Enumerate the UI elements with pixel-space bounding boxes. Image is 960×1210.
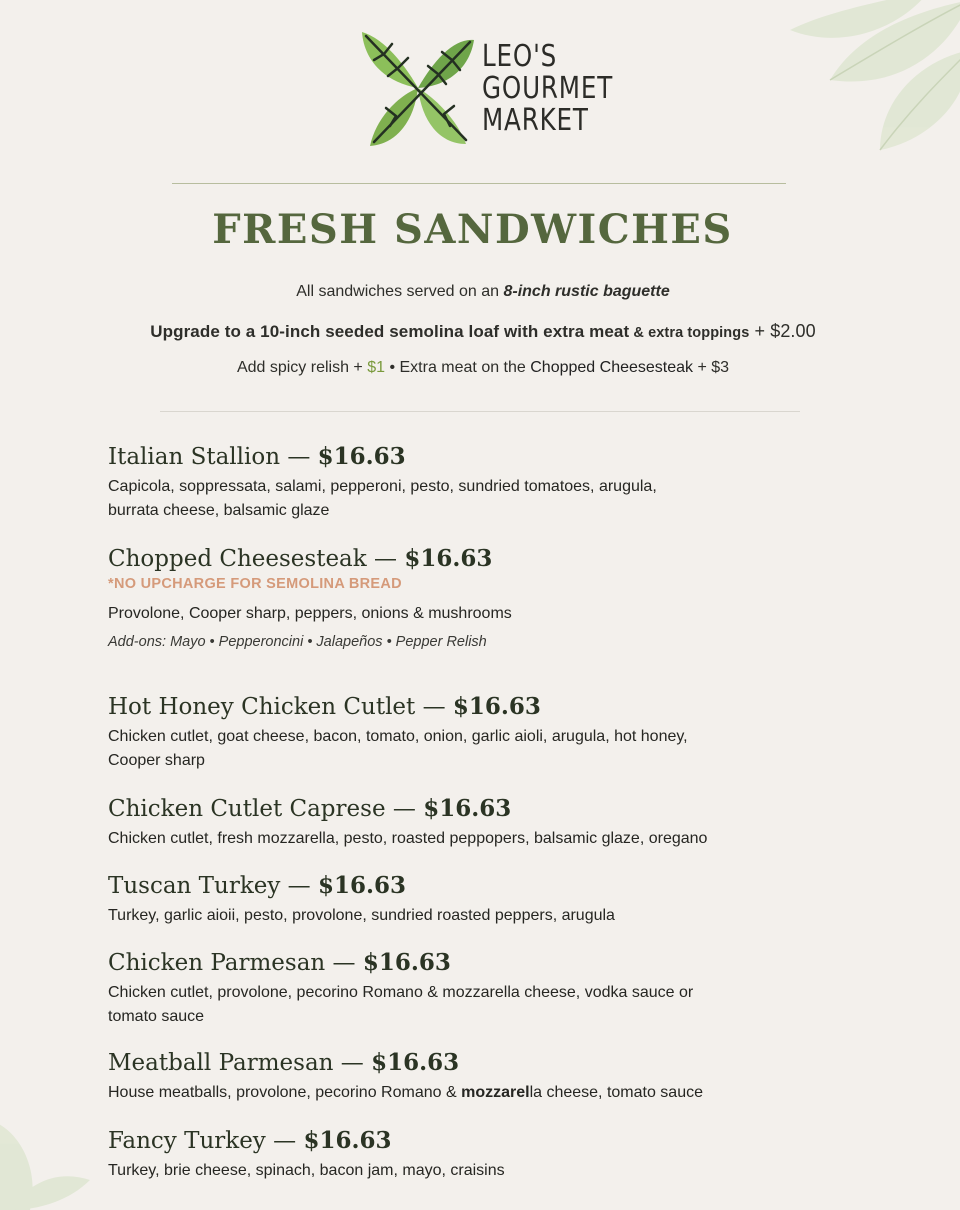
item-description: Turkey, brie cheese, spinach, bacon jam, mayo, craisins xyxy=(108,1162,505,1179)
intro-upgrade-info xyxy=(0,321,960,342)
item-name: Chopped Cheesesteak xyxy=(108,546,367,572)
extra-meat-text: • Extra meat on the xyxy=(385,359,531,376)
intro-emphasis: 8-inch rustic baguette xyxy=(503,283,670,300)
menu-item xyxy=(108,1048,868,1105)
item-name: Meatball Parmesan xyxy=(108,1050,334,1076)
intro-bread-info xyxy=(0,283,960,301)
intro-addons-info xyxy=(0,359,960,377)
item-name: Hot Honey Chicken Cutlet xyxy=(108,694,416,720)
item-price: $16.63 xyxy=(362,949,451,976)
item-name: Chicken Parmesan xyxy=(108,950,326,976)
item-description: Chicken cutlet, fresh mozzarella, pesto, roasted peppopers, balsamic glaze, oregano xyxy=(108,830,708,847)
item-description: Turkey, garlic aioii, pesto, provolone, sundried roasted peppers, arugula xyxy=(108,907,615,924)
item-desc-line: Cooper sharp xyxy=(108,752,205,769)
item-name: Tuscan Turkey xyxy=(108,873,281,899)
relish-text: Add spicy relish + xyxy=(236,359,368,376)
item-price: $16.63 xyxy=(404,545,493,572)
item-desc-line: burrata cheese, balsamic glaze xyxy=(108,502,330,519)
menu-item xyxy=(108,794,868,851)
item-note: *NO UPCHARGE FOR SEMOLINA BREAD xyxy=(108,576,402,592)
brand-line-2: GOURMET xyxy=(482,71,614,106)
item-price: $16.63 xyxy=(303,1127,392,1154)
leaf-logo-icon xyxy=(362,30,474,148)
item-desc-line: Capicola, soppressata, salami, pepperoni, pesto, sundried tomatoes, arugula, xyxy=(108,478,657,495)
decorative-leaves-icon xyxy=(730,0,960,190)
item-title: Hot Honey Chicken Cutlet — $16.63 xyxy=(108,693,541,720)
page-title: FRESH SANDWICHES xyxy=(212,206,733,253)
item-title: Chicken Cutlet Caprese — $16.63 xyxy=(108,795,512,822)
item-desc-part: House meatballs, provolone, pecorino Romano & xyxy=(108,1084,462,1101)
divider xyxy=(160,411,800,412)
menu-item xyxy=(108,871,868,928)
item-title: Tuscan Turkey — $16.63 xyxy=(108,872,407,899)
item-name: Chicken Cutlet Caprese xyxy=(108,796,386,822)
item-price: $16.63 xyxy=(317,443,406,470)
menu-item xyxy=(108,1126,868,1183)
item-desc-part: la cheese, tomato sauce xyxy=(529,1084,703,1101)
extra-meat-item: Chopped Cheesesteak xyxy=(530,359,694,376)
menu-item xyxy=(108,442,868,523)
menu-item xyxy=(108,948,868,1029)
item-description xyxy=(108,1081,868,1105)
menu-item xyxy=(108,544,868,650)
item-desc-line: tomato sauce xyxy=(108,1008,205,1025)
item-title: Chopped Cheesesteak — $16.63 xyxy=(108,545,493,572)
brand-line-1: LEO'S xyxy=(482,39,558,74)
item-price: $16.63 xyxy=(318,872,407,899)
item-addons: Add-ons: Mayo • Pepperoncini • Jalapeños • Pepper Relish xyxy=(108,634,487,650)
item-desc-emphasis: mozzarel xyxy=(461,1084,530,1101)
item-title: Meatball Parmesan — $16.63 xyxy=(108,1049,460,1076)
item-price: $16.63 xyxy=(371,1049,460,1076)
brand-logo xyxy=(362,30,642,148)
item-name: Fancy Turkey xyxy=(108,1128,266,1154)
item-description: Provolone, Cooper sharp, peppers, onions & mushrooms xyxy=(108,605,512,622)
item-title: Fancy Turkey — $16.63 xyxy=(108,1127,392,1154)
item-desc-line: Chicken cutlet, goat cheese, bacon, tomato, onion, garlic aioli, arugula, hot honey, xyxy=(108,728,688,745)
menu-item xyxy=(108,692,868,773)
upgrade-text-small: & extra toppings xyxy=(629,325,750,341)
divider xyxy=(172,183,786,184)
item-price: $16.63 xyxy=(452,693,541,720)
upgrade-price: + $2.00 xyxy=(749,321,816,341)
extra-meat-price: + $3 xyxy=(693,359,730,376)
item-title: Italian Stallion — $16.63 xyxy=(108,443,406,470)
item-name: Italian Stallion xyxy=(108,444,281,470)
brand-line-3: MARKET xyxy=(482,103,589,138)
item-description xyxy=(108,981,868,1029)
intro-text: All sandwiches served on an xyxy=(296,283,504,300)
upgrade-text: Upgrade to a 10-inch seeded semolina loaf with extra meat xyxy=(150,322,630,341)
item-desc-line: Chicken cutlet, provolone, pecorino Romano & mozzarella cheese, vodka sauce or xyxy=(108,984,694,1001)
item-title: Chicken Parmesan — $16.63 xyxy=(108,949,451,976)
item-description xyxy=(108,475,868,523)
relish-price: $1 xyxy=(367,359,386,376)
item-description xyxy=(108,725,868,773)
brand-name xyxy=(482,41,642,137)
item-price: $16.63 xyxy=(423,795,512,822)
decorative-leaves-icon xyxy=(0,1100,100,1210)
